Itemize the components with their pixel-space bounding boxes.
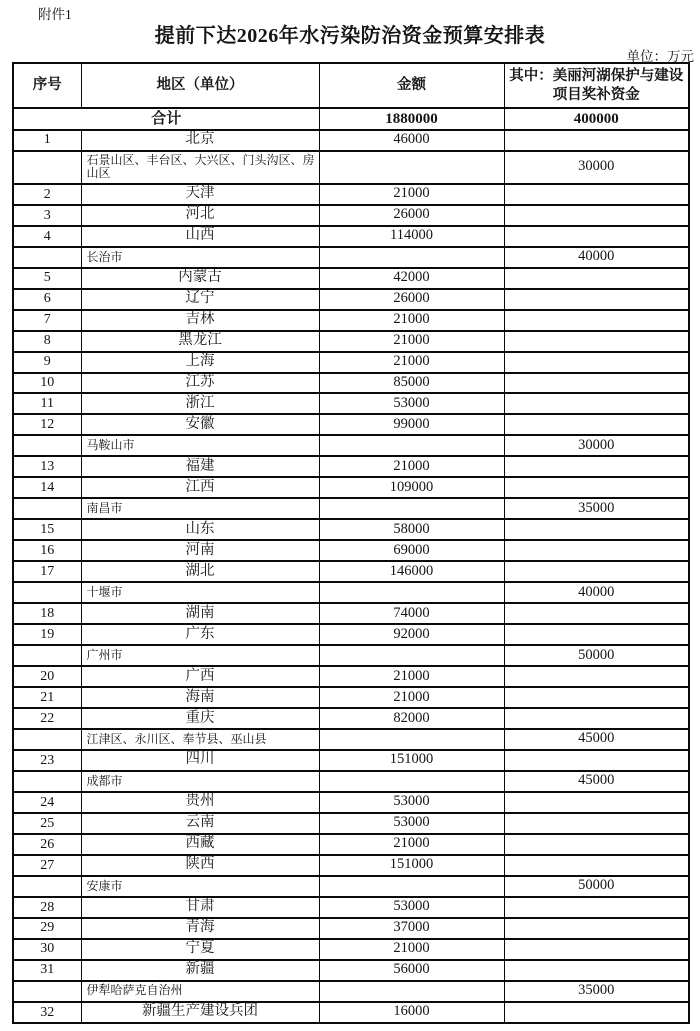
cell-amount: 26000 bbox=[319, 289, 504, 310]
cell-special-fund: 40000 bbox=[504, 247, 689, 268]
cell-region: 广西 bbox=[81, 666, 319, 687]
cell-special-fund bbox=[504, 289, 689, 310]
table-row bbox=[13, 939, 689, 960]
table-row bbox=[13, 456, 689, 477]
cell-special-fund bbox=[504, 813, 689, 834]
cell-amount: 58000 bbox=[319, 519, 504, 540]
cell-region: 内蒙古 bbox=[81, 268, 319, 289]
cell-region: 马鞍山市 bbox=[81, 435, 319, 456]
cell-special-fund bbox=[504, 184, 689, 205]
cell-special-fund bbox=[504, 226, 689, 247]
cell-region: 福建 bbox=[81, 456, 319, 477]
table-row bbox=[13, 918, 689, 939]
cell-special-fund bbox=[504, 750, 689, 771]
cell-serial bbox=[13, 981, 81, 1002]
cell-amount: 85000 bbox=[319, 373, 504, 394]
cell-region: 长治市 bbox=[81, 247, 319, 268]
cell-amount: 53000 bbox=[319, 897, 504, 918]
cell-serial: 8 bbox=[13, 331, 81, 352]
cell-region: 贵州 bbox=[81, 792, 319, 813]
total-special: 400000 bbox=[504, 108, 689, 130]
cell-serial: 24 bbox=[13, 792, 81, 813]
cell-special-fund bbox=[504, 477, 689, 498]
table-row bbox=[13, 130, 689, 151]
cell-amount: 21000 bbox=[319, 687, 504, 708]
cell-amount: 109000 bbox=[319, 477, 504, 498]
cell-amount: 21000 bbox=[319, 939, 504, 960]
sub-region-row bbox=[13, 876, 689, 897]
cell-serial: 23 bbox=[13, 750, 81, 771]
table-row bbox=[13, 897, 689, 918]
cell-region: 河南 bbox=[81, 540, 319, 561]
cell-amount: 151000 bbox=[319, 855, 504, 876]
cell-special-fund bbox=[504, 897, 689, 918]
cell-region: 湖北 bbox=[81, 561, 319, 582]
cell-special-fund bbox=[504, 624, 689, 645]
cell-amount: 82000 bbox=[319, 708, 504, 729]
cell-amount bbox=[319, 498, 504, 519]
table-row bbox=[13, 331, 689, 352]
cell-region: 广东 bbox=[81, 624, 319, 645]
cell-region: 河北 bbox=[81, 205, 319, 226]
cell-region: 南昌市 bbox=[81, 498, 319, 519]
cell-region: 四川 bbox=[81, 750, 319, 771]
cell-region: 上海 bbox=[81, 352, 319, 373]
cell-region: 石景山区、丰台区、大兴区、门头沟区、房山区 bbox=[81, 151, 319, 184]
header-special-fund-text: 其中：美丽河湖保护与建设项目奖补资金 bbox=[509, 68, 684, 103]
cell-special-fund bbox=[504, 834, 689, 855]
budget-table-container bbox=[12, 62, 688, 1024]
cell-special-fund: 50000 bbox=[504, 876, 689, 897]
cell-serial: 7 bbox=[13, 310, 81, 331]
cell-special-fund bbox=[504, 1002, 689, 1023]
cell-region: 云南 bbox=[81, 813, 319, 834]
cell-special-fund bbox=[504, 268, 689, 289]
cell-region: 湖南 bbox=[81, 603, 319, 624]
cell-region: 安徽 bbox=[81, 414, 319, 435]
cell-special-fund: 35000 bbox=[504, 981, 689, 1002]
cell-amount: 99000 bbox=[319, 414, 504, 435]
cell-serial bbox=[13, 876, 81, 897]
cell-serial: 6 bbox=[13, 289, 81, 310]
cell-special-fund: 45000 bbox=[504, 729, 689, 750]
cell-region: 安康市 bbox=[81, 876, 319, 897]
cell-serial bbox=[13, 771, 81, 792]
table-row bbox=[13, 226, 689, 247]
cell-special-fund bbox=[504, 918, 689, 939]
cell-serial: 30 bbox=[13, 939, 81, 960]
cell-region: 海南 bbox=[81, 687, 319, 708]
cell-serial: 32 bbox=[13, 1002, 81, 1023]
cell-special-fund bbox=[504, 687, 689, 708]
cell-amount: 151000 bbox=[319, 750, 504, 771]
budget-table bbox=[12, 62, 690, 1024]
cell-special-fund bbox=[504, 666, 689, 687]
cell-amount: 92000 bbox=[319, 624, 504, 645]
cell-special-fund bbox=[504, 792, 689, 813]
cell-amount: 21000 bbox=[319, 184, 504, 205]
cell-special-fund bbox=[504, 205, 689, 226]
cell-amount: 21000 bbox=[319, 310, 504, 331]
total-label: 合计 bbox=[13, 108, 319, 130]
cell-region: 西藏 bbox=[81, 834, 319, 855]
cell-amount: 16000 bbox=[319, 1002, 504, 1023]
total-amount: 1880000 bbox=[319, 108, 504, 130]
cell-region: 山东 bbox=[81, 519, 319, 540]
cell-region: 广州市 bbox=[81, 645, 319, 666]
cell-serial bbox=[13, 645, 81, 666]
cell-amount: 21000 bbox=[319, 352, 504, 373]
total-row bbox=[13, 108, 689, 130]
header-special-fund bbox=[504, 63, 689, 108]
cell-amount: 26000 bbox=[319, 205, 504, 226]
cell-region: 江西 bbox=[81, 477, 319, 498]
cell-region: 宁夏 bbox=[81, 939, 319, 960]
cell-amount: 21000 bbox=[319, 456, 504, 477]
cell-special-fund bbox=[504, 456, 689, 477]
cell-amount bbox=[319, 151, 504, 184]
cell-serial bbox=[13, 151, 81, 184]
cell-serial: 19 bbox=[13, 624, 81, 645]
sub-region-row bbox=[13, 729, 689, 750]
cell-special-fund bbox=[504, 352, 689, 373]
table-row bbox=[13, 1002, 689, 1023]
cell-special-fund: 45000 bbox=[504, 771, 689, 792]
sub-region-row bbox=[13, 582, 689, 603]
cell-serial: 20 bbox=[13, 666, 81, 687]
cell-serial: 31 bbox=[13, 960, 81, 981]
cell-serial: 28 bbox=[13, 897, 81, 918]
cell-serial: 22 bbox=[13, 708, 81, 729]
header-serial: 序号 bbox=[13, 63, 81, 108]
cell-amount: 53000 bbox=[319, 792, 504, 813]
cell-amount: 114000 bbox=[319, 226, 504, 247]
cell-region: 成都市 bbox=[81, 771, 319, 792]
cell-serial: 14 bbox=[13, 477, 81, 498]
cell-special-fund bbox=[504, 130, 689, 151]
cell-amount: 46000 bbox=[319, 130, 504, 151]
cell-serial bbox=[13, 582, 81, 603]
cell-amount bbox=[319, 645, 504, 666]
cell-special-fund bbox=[504, 939, 689, 960]
cell-serial: 21 bbox=[13, 687, 81, 708]
table-row bbox=[13, 687, 689, 708]
page-title: 提前下达2026年水污染防治资金预算安排表 bbox=[154, 25, 546, 47]
sub-region-row bbox=[13, 771, 689, 792]
cell-region: 新疆 bbox=[81, 960, 319, 981]
cell-amount: 42000 bbox=[319, 268, 504, 289]
cell-special-fund bbox=[504, 393, 689, 414]
cell-region: 江津区、永川区、奉节县、巫山县 bbox=[81, 729, 319, 750]
cell-amount: 53000 bbox=[319, 813, 504, 834]
header-row bbox=[13, 63, 689, 108]
cell-special-fund: 30000 bbox=[504, 151, 689, 184]
table-row bbox=[13, 310, 689, 331]
cell-amount bbox=[319, 247, 504, 268]
cell-region: 北京 bbox=[81, 130, 319, 151]
cell-special-fund: 40000 bbox=[504, 582, 689, 603]
cell-amount: 146000 bbox=[319, 561, 504, 582]
cell-special-fund bbox=[504, 540, 689, 561]
cell-amount: 53000 bbox=[319, 393, 504, 414]
cell-serial: 9 bbox=[13, 352, 81, 373]
table-row bbox=[13, 603, 689, 624]
table-row bbox=[13, 813, 689, 834]
cell-serial: 12 bbox=[13, 414, 81, 435]
cell-amount bbox=[319, 876, 504, 897]
sub-region-row bbox=[13, 435, 689, 456]
unit-note: 单位：万元 bbox=[626, 49, 694, 64]
cell-special-fund bbox=[504, 708, 689, 729]
sub-region-row bbox=[13, 151, 689, 184]
cell-region: 甘肃 bbox=[81, 897, 319, 918]
cell-serial: 29 bbox=[13, 918, 81, 939]
cell-region: 吉林 bbox=[81, 310, 319, 331]
cell-special-fund bbox=[504, 603, 689, 624]
cell-serial bbox=[13, 247, 81, 268]
table-row bbox=[13, 750, 689, 771]
cell-serial: 18 bbox=[13, 603, 81, 624]
cell-region: 黑龙江 bbox=[81, 331, 319, 352]
cell-amount: 56000 bbox=[319, 960, 504, 981]
cell-special-fund bbox=[504, 519, 689, 540]
cell-region: 十堰市 bbox=[81, 582, 319, 603]
cell-serial: 15 bbox=[13, 519, 81, 540]
cell-serial bbox=[13, 498, 81, 519]
cell-serial: 1 bbox=[13, 130, 81, 151]
cell-amount: 37000 bbox=[319, 918, 504, 939]
table-row bbox=[13, 352, 689, 373]
cell-special-fund: 30000 bbox=[504, 435, 689, 456]
cell-region: 浙江 bbox=[81, 393, 319, 414]
cell-region: 伊犁哈萨克自治州 bbox=[81, 981, 319, 1002]
cell-serial: 16 bbox=[13, 540, 81, 561]
cell-region: 陕西 bbox=[81, 855, 319, 876]
cell-serial: 26 bbox=[13, 834, 81, 855]
cell-serial: 27 bbox=[13, 855, 81, 876]
table-row bbox=[13, 477, 689, 498]
table-row bbox=[13, 960, 689, 981]
table-row bbox=[13, 792, 689, 813]
cell-region: 天津 bbox=[81, 184, 319, 205]
sub-region-row bbox=[13, 498, 689, 519]
table-row bbox=[13, 708, 689, 729]
cell-amount bbox=[319, 729, 504, 750]
table-row bbox=[13, 834, 689, 855]
header-amount: 金额 bbox=[319, 63, 504, 108]
cell-serial: 17 bbox=[13, 561, 81, 582]
attachment-label: 附件1 bbox=[38, 7, 72, 22]
table-row bbox=[13, 289, 689, 310]
cell-region: 青海 bbox=[81, 918, 319, 939]
cell-region: 山西 bbox=[81, 226, 319, 247]
cell-serial: 10 bbox=[13, 373, 81, 394]
cell-serial: 25 bbox=[13, 813, 81, 834]
table-row bbox=[13, 540, 689, 561]
sub-region-row bbox=[13, 247, 689, 268]
sub-region-row bbox=[13, 981, 689, 1002]
cell-special-fund: 35000 bbox=[504, 498, 689, 519]
cell-amount: 21000 bbox=[319, 666, 504, 687]
table-body bbox=[13, 108, 689, 1023]
cell-amount bbox=[319, 981, 504, 1002]
table-row bbox=[13, 519, 689, 540]
table-row bbox=[13, 855, 689, 876]
cell-amount: 21000 bbox=[319, 331, 504, 352]
cell-region: 新疆生产建设兵团 bbox=[81, 1002, 319, 1023]
cell-special-fund bbox=[504, 414, 689, 435]
cell-amount bbox=[319, 771, 504, 792]
cell-serial: 2 bbox=[13, 184, 81, 205]
cell-amount: 21000 bbox=[319, 834, 504, 855]
table-row bbox=[13, 666, 689, 687]
cell-special-fund bbox=[504, 960, 689, 981]
cell-amount bbox=[319, 435, 504, 456]
cell-region: 重庆 bbox=[81, 708, 319, 729]
table-row bbox=[13, 373, 689, 394]
cell-serial bbox=[13, 435, 81, 456]
table-row bbox=[13, 184, 689, 205]
cell-special-fund bbox=[504, 855, 689, 876]
cell-serial: 4 bbox=[13, 226, 81, 247]
cell-serial bbox=[13, 729, 81, 750]
cell-serial: 13 bbox=[13, 456, 81, 477]
cell-amount: 69000 bbox=[319, 540, 504, 561]
cell-special-fund bbox=[504, 310, 689, 331]
table-row bbox=[13, 268, 689, 289]
table-row bbox=[13, 393, 689, 414]
cell-special-fund bbox=[504, 331, 689, 352]
cell-serial: 5 bbox=[13, 268, 81, 289]
cell-region: 辽宁 bbox=[81, 289, 319, 310]
header-region: 地区（单位） bbox=[81, 63, 319, 108]
cell-special-fund: 50000 bbox=[504, 645, 689, 666]
table-row bbox=[13, 624, 689, 645]
cell-special-fund bbox=[504, 373, 689, 394]
cell-serial: 3 bbox=[13, 205, 81, 226]
table-row bbox=[13, 205, 689, 226]
cell-region: 江苏 bbox=[81, 373, 319, 394]
cell-amount bbox=[319, 582, 504, 603]
table-row bbox=[13, 561, 689, 582]
sub-region-row bbox=[13, 645, 689, 666]
cell-serial: 11 bbox=[13, 393, 81, 414]
cell-special-fund bbox=[504, 561, 689, 582]
cell-amount: 74000 bbox=[319, 603, 504, 624]
table-row bbox=[13, 414, 689, 435]
